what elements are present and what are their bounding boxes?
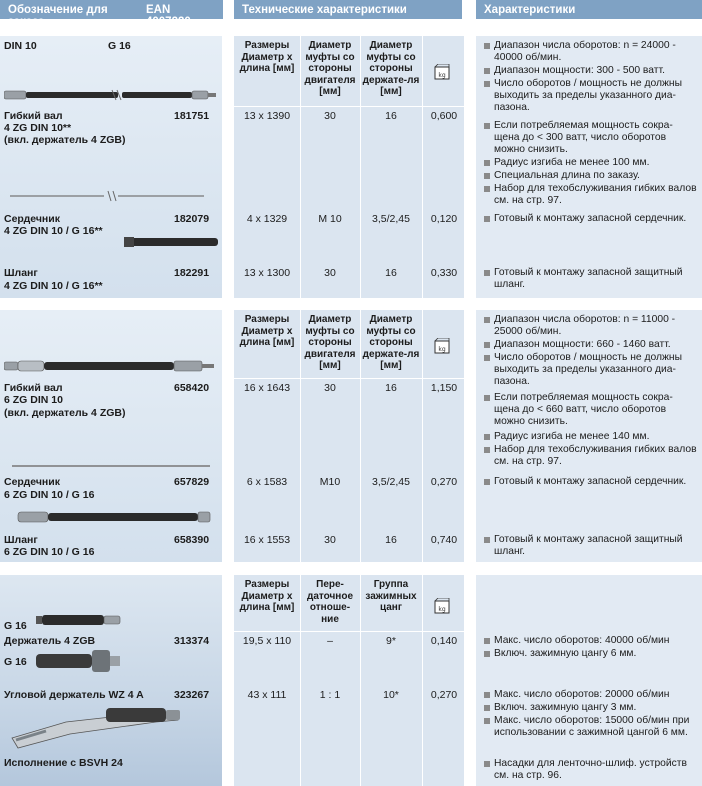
product-name: Гибкий вал (4, 382, 63, 394)
g-label: G 16 (4, 620, 27, 632)
feature-item: Набор для техобслуживания гибких валов см. на стр. 97. (484, 183, 698, 207)
feature-item: Включ. зажимную цангу 3 мм. (484, 702, 698, 714)
product-note: (вкл. держатель 4 ZGB) (4, 134, 126, 146)
section1-left-panel (0, 36, 222, 298)
holder-coupling-value: 16 (385, 534, 397, 546)
feature-item: Если потребляемая мощность сокра-щена до < 660 ватт, число оборотов можно снизить. (484, 392, 698, 428)
weight-value: 0,140 (430, 635, 458, 647)
product-name: Шланг (4, 267, 38, 279)
motor-coupling-value: 30 (324, 534, 336, 546)
dims-value: 13 x 1300 (243, 267, 291, 279)
feature-item: Число оборотов / мощность не должны выходить за пределы указанного диа-пазона. (484, 78, 698, 114)
product-code: 181751 (174, 110, 210, 122)
variant-label: Исполнение с BSVH 24 (4, 757, 123, 769)
feature-item: Макс. число оборотов: 15000 об/мин при использовании с зажимной цангой 6 мм. (484, 715, 698, 739)
product-code: 313374 (174, 635, 210, 647)
feature-item: Радиус изгиба не менее 100 мм. (484, 157, 698, 169)
feature-item: Если потребляемая мощность сокра-щена до < 300 ватт, число оборотов можно снизить. (484, 120, 698, 156)
product-name: Сердечник (4, 476, 60, 488)
feature-item: Специальная длина по заказу. (484, 170, 698, 182)
product-code: 658420 (174, 382, 210, 394)
feature-item: Диапазон мощности: 660 - 1460 ватт. (484, 339, 698, 351)
grid-divider (234, 631, 464, 632)
feature-item: Насадки для ленточно-шлиф. устройств см. на стр. 96. (484, 758, 698, 782)
motor-coupling-value: 30 (324, 267, 336, 279)
column-header-dimensions: Размеры Диаметр х длина [мм] (239, 314, 295, 348)
svg-text:kg: kg (438, 606, 446, 613)
product-name: Держатель 4 ZGB (4, 635, 96, 647)
product-name: Шланг (4, 534, 38, 546)
product-code: 182079 (174, 213, 210, 225)
motor-coupling-value: M 10 (318, 213, 342, 225)
product-model: 6 ZG DIN 10 / G 16 (4, 546, 95, 558)
product-code: 657829 (174, 476, 210, 488)
product-code: 323267 (174, 689, 210, 701)
grid-divider (360, 36, 361, 298)
column-header-dimensions: Размеры Диаметр х длина [мм] (239, 40, 295, 74)
product-code: 658390 (174, 534, 210, 546)
feature-item: Набор для техобслуживания гибких валов см. на стр. 97. (484, 444, 698, 468)
product-model: 6 ZG DIN 10 (4, 394, 63, 406)
product-name: Гибкий вал (4, 110, 63, 122)
feature-item: Готовый к монтажу запасной защитный шланг. (484, 534, 698, 558)
weight-value: 0,120 (430, 213, 458, 225)
grid-divider (422, 36, 423, 298)
grid-divider (422, 575, 423, 786)
core-image (4, 460, 218, 472)
g-label: G 16 (4, 656, 27, 668)
feature-item: Диапазон числа оборотов: n = 11000 - 25000 об/мин. (484, 314, 698, 338)
hose-image (4, 234, 218, 250)
dims-value: 19,5 x 110 (242, 635, 292, 647)
feature-item: Диапазон числа оборотов: n = 24000 - 40000 об/мин. (484, 40, 698, 64)
product-model: 4 ZG DIN 10 / G 16** (4, 225, 103, 237)
holder-coupling-value: 16 (385, 267, 397, 279)
grid-divider (300, 310, 301, 562)
weight-value: 0,740 (430, 534, 458, 546)
grid-divider (300, 36, 301, 298)
column-header-holder-coupling: Диаметр муфты со стороны держате-ля [мм] (362, 40, 420, 97)
grid-divider (234, 378, 464, 379)
collet-group-value: 9* (386, 635, 396, 647)
product-model: 4 ZG DIN 10** (4, 122, 72, 134)
weight-value: 0,330 (430, 267, 458, 279)
dims-value: 4 x 1329 (246, 213, 288, 225)
feature-item: Готовый к монтажу запасной сердечник. (484, 213, 698, 225)
product-name: Сердечник (4, 213, 60, 225)
product-note: (вкл. держатель 4 ZGB) (4, 407, 126, 419)
column-header-holder-coupling: Диаметр муфты со стороны держате-ля [мм] (362, 314, 420, 371)
header-characteristics: Характеристики (476, 0, 702, 19)
holder-image (36, 613, 126, 627)
feature-item: Макс. число оборотов: 20000 об/мин (484, 689, 698, 701)
motor-coupling-value: 30 (324, 382, 336, 394)
grid-divider (360, 575, 361, 786)
weight-value: 1,150 (430, 382, 458, 394)
dims-value: 16 x 1643 (243, 382, 291, 394)
holder-coupling-value: 16 (385, 110, 397, 122)
product-code: 182291 (174, 267, 210, 279)
svg-text:kg: kg (438, 72, 446, 79)
holder-coupling-value: 16 (385, 382, 397, 394)
product-name: Угловой держатель WZ 4 A (4, 689, 144, 701)
grid-divider (234, 106, 464, 107)
feature-item: Готовый к монтажу запасной защитный шланг. (484, 267, 698, 291)
section3-left-panel (0, 575, 222, 786)
svg-text:kg: kg (438, 346, 446, 353)
angle-holder-image (36, 648, 126, 674)
feature-item: Включ. зажимную цангу 6 мм. (484, 648, 698, 660)
section3-features-panel (476, 575, 702, 786)
feature-item: Число оборотов / мощность не должны выходить за пределы указанного диа-пазона. (484, 352, 698, 388)
motor-coupling-value: 30 (324, 110, 336, 122)
gear-ratio-value: – (327, 635, 333, 647)
g-label: G 16 (108, 40, 131, 52)
weight-value: 0,270 (430, 689, 458, 701)
kg-weight-icon (434, 338, 450, 354)
din-label: DIN 10 (4, 40, 37, 52)
feature-item: Радиус изгиба не менее 140 мм. (484, 431, 698, 443)
dims-value: 6 x 1583 (246, 476, 288, 488)
hose-image (4, 508, 218, 526)
feature-item: Макс. число оборотов: 40000 об/мин (484, 635, 698, 647)
column-header-motor-coupling: Диаметр муфты со стороны двигателя [мм] (304, 314, 356, 371)
product-model: 4 ZG DIN 10 / G 16** (4, 280, 103, 292)
gear-ratio-value: 1 : 1 (319, 689, 341, 701)
kg-weight-icon (434, 598, 450, 614)
grid-divider (422, 310, 423, 562)
feature-item: Диапазон мощности: 300 - 500 ватт. (484, 65, 698, 77)
dims-value: 43 x 111 (247, 689, 287, 701)
holder-coupling-value: 3,5/2,45 (372, 213, 410, 225)
grid-divider (360, 310, 361, 562)
belt-sander-image (6, 704, 186, 750)
column-header-dimensions: Размеры Диаметр х длина [мм] (239, 579, 295, 613)
feature-item: Готовый к монтажу запасной сердечник. (484, 476, 698, 488)
dims-value: 16 x 1553 (243, 534, 291, 546)
grid-divider (300, 575, 301, 786)
header-order-designation: Обозначение для заказа (0, 0, 140, 19)
column-header-gear-ratio: Пере-даточное отноше-ние (306, 579, 354, 625)
flexible-shaft-image (4, 356, 218, 376)
core-image (4, 190, 218, 202)
motor-coupling-value: M10 (319, 476, 341, 488)
weight-value: 0,270 (430, 476, 458, 488)
column-header-collet-group: Группа зажимных цанг (365, 579, 417, 613)
kg-weight-icon (434, 64, 450, 80)
holder-coupling-value: 3,5/2,45 (372, 476, 410, 488)
product-model: 6 ZG DIN 10 / G 16 (4, 489, 95, 501)
header-tech-specs: Технические характеристики (234, 0, 462, 19)
header-ean: EAN 4007220 (140, 0, 223, 19)
flexible-shaft-image (4, 86, 218, 104)
weight-value: 0,600 (430, 110, 458, 122)
collet-group-value: 10* (383, 689, 399, 701)
column-header-motor-coupling: Диаметр муфты со стороны двигателя [мм] (304, 40, 356, 97)
dims-value: 13 x 1390 (243, 110, 291, 122)
